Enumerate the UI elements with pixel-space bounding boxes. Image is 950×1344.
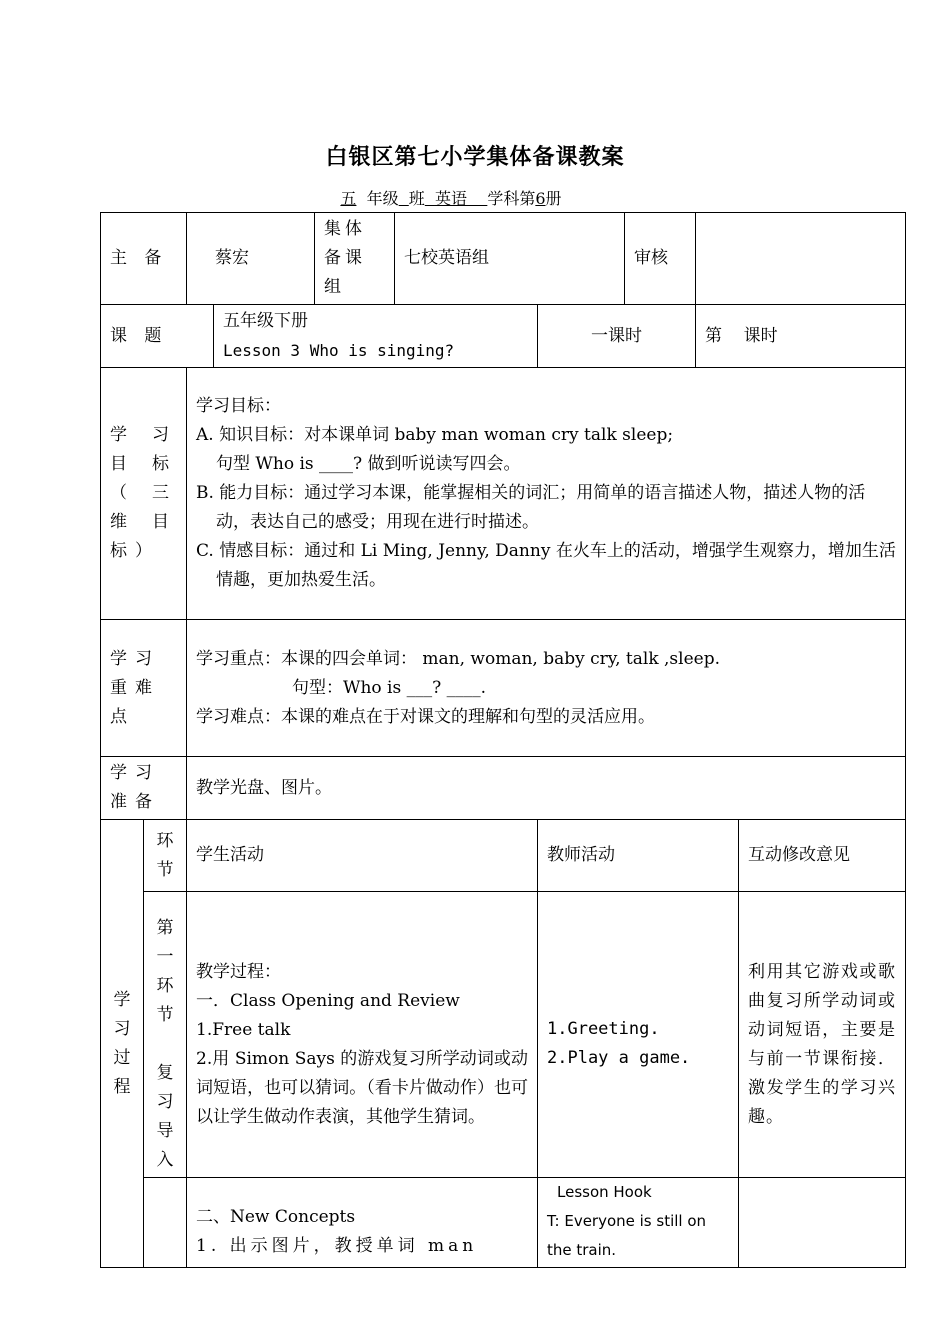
grade-value: 五 [340, 189, 357, 208]
label-main: 主 备 [101, 213, 187, 305]
subject-value: 英语 [434, 189, 467, 208]
review-value [696, 213, 906, 305]
stage1-student: 教学过程： 一．Class Opening and Review 1.Free talk 2.用 Simon Says 的游戏复习所学动词或动词短语，也可以猜词。（看卡片做动作）也可以让学生做动作表演，其他学生猜词。 [187, 892, 538, 1178]
key-point-line2: 句型：Who is ___? ____. [292, 677, 487, 698]
row-key-points [101, 620, 906, 757]
topic-line2: Lesson 3 Who is singing? [223, 341, 455, 360]
stage1-feedback: 利用其它游戏或歌曲复习所学动词或动词短语，主要是与前一节课衔接．激发学生的学习兴趣。 [739, 892, 906, 1178]
label-period-suffix: 课时 [743, 325, 778, 346]
row-stage1 [101, 892, 906, 1178]
stage2-student: 二、New Concepts 1. 出示图片，教授单词 man [187, 1178, 538, 1268]
header-stage: 环节 [144, 820, 187, 892]
label-topic: 课 题 [101, 305, 214, 368]
volume-suffix: 册 [545, 189, 562, 208]
stage2-feedback [739, 1178, 906, 1268]
topic-line1: 五年级下册 [223, 311, 308, 331]
row-prep [101, 757, 906, 820]
key-point-line1: 学习重点：本课的四会单词： man, woman, baby cry, talk ,sleep. [196, 648, 721, 669]
row-objectives [101, 368, 906, 620]
objectives-content [187, 368, 906, 620]
stage1-teacher: 1.Greeting. 2.Play a game. [538, 892, 739, 1178]
label-objectives: 学习目标（三维目标） [101, 368, 187, 620]
row-process-header [101, 820, 906, 892]
header-student: 学生活动 [187, 820, 538, 892]
volume-value: 6 [535, 189, 546, 208]
row-stage2 [101, 1178, 906, 1268]
objective-a1: A. 知识目标：对本课单词 baby man woman cry talk sleep; [196, 425, 674, 445]
subtitle [0, 186, 902, 209]
row-main-teacher [101, 213, 906, 305]
objective-c: C. 情感目标：通过和 Li Ming, Jenny, Danny 在火车上的活动，增强学生观察力，增加生活情趣，更加热爱生活。 [196, 541, 896, 590]
period: 一课时 [538, 305, 696, 368]
label-group: 集体备课组 [315, 213, 395, 305]
page-title: 白银区第七小学集体备课教案 [325, 145, 625, 170]
header-teacher: 教师活动 [538, 820, 739, 892]
label-process: 学 习 过 程 [101, 820, 144, 1268]
class-suffix: 班 [408, 189, 425, 208]
objectives-heading: 学习目标： [196, 396, 281, 416]
header-feedback: 互动修改意见 [739, 820, 906, 892]
stage2-name [144, 1178, 187, 1268]
nth-period [696, 305, 906, 368]
label-key-points: 学习重难点 [101, 620, 187, 757]
subject-suffix: 学科第 [487, 189, 536, 208]
stage1-name: 第 一 环 节 复 习 导 入 [144, 892, 187, 1178]
main-teacher: 蔡宏 [187, 213, 315, 305]
objective-b: B. 能力目标：通过学习本课，能掌握相关的词汇；用简单的语言描述人物，描述人物的活动，表达自己的感受；用现在进行时描述。 [196, 483, 866, 532]
objective-a2: 句型 Who is ____? 做到听说读写四会。 [216, 454, 521, 474]
label-review: 审核 [625, 213, 696, 305]
row-topic [101, 305, 906, 368]
key-points-content [187, 620, 906, 757]
group-name: 七校英语组 [395, 213, 625, 305]
lesson-plan-table [100, 212, 906, 1268]
topic [214, 305, 538, 368]
prep-content: 教学光盘、图片。 [187, 757, 906, 820]
stage2-teacher: Lesson Hook T: Everyone is still on the train. [538, 1178, 739, 1268]
key-point-line3: 学习难点：本课的难点在于对课文的理解和句型的灵活应用。 [196, 706, 655, 727]
label-nth: 第 [705, 325, 722, 346]
grade-suffix: 年级 [366, 189, 399, 208]
label-prep: 学习准备 [101, 757, 187, 820]
